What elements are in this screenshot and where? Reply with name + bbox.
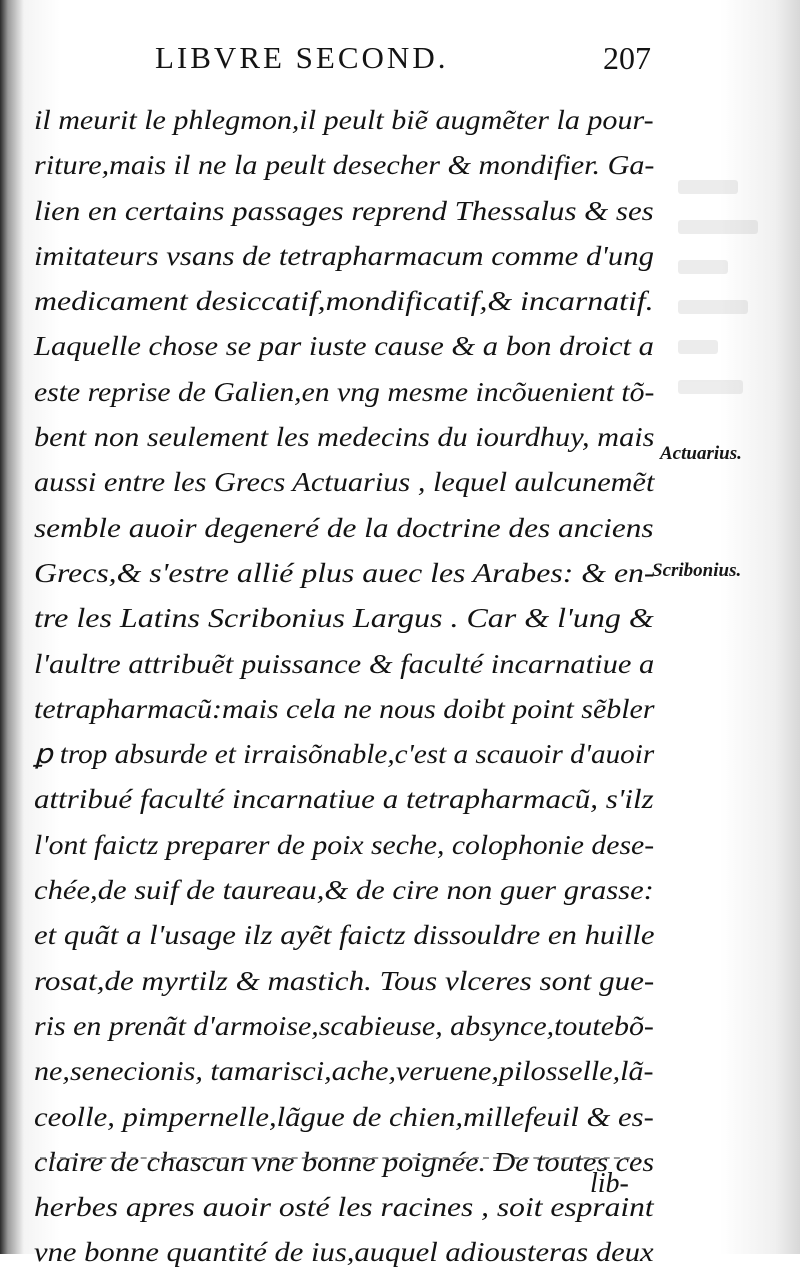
text-line: ꝑ trop absurde et irraisõnable,c'est a scauoir d'auoir	[34, 739, 655, 770]
text-line: ceolle, pimpernelle,lãgue de chien,millefeuil & es-	[34, 1101, 654, 1132]
text-line: este reprise de Galien,en vng mesme incõuenient tõ-	[34, 376, 655, 407]
text-line: rosat,de myrtilz & mastich. Tous vlceres sont gue-	[34, 965, 655, 996]
text-line: l'aultre attribuẽt puissance & faculté incarnatiue a	[34, 648, 655, 679]
page-number: 207	[603, 40, 651, 76]
text-line: aussi entre les Grecs Actuarius , lequel aulcunemẽt	[34, 467, 655, 498]
catchword: lib-	[590, 1168, 629, 1199]
text-underline-rule	[40, 1157, 640, 1159]
text-line: herbes apres auoir osté les racines , soit espraint	[34, 1192, 654, 1223]
body-text	[34, 98, 654, 1276]
text-line: l'ont faictz preparer de poix seche, colophonie dese-	[34, 829, 655, 860]
text-line: semble auoir degeneré de la doctrine des anciens	[34, 512, 654, 543]
text-line: bent non seulement les medecins du iourdhuy, mais	[34, 422, 655, 453]
text-line: vne bonne quantité de ius,auquel adiousteras deux	[34, 1237, 654, 1268]
text-line: ne,senecionis, tamarisci,ache,veruene,pilosselle,lã-	[34, 1056, 654, 1087]
text-line: Laquelle chose se par iuste cause & a bon droict a	[34, 331, 654, 362]
text-line: lien en certains passages reprend Thessalus & ses	[34, 195, 654, 226]
text-line: tre les Latins Scribonius Largus . Car & l'ung &	[34, 603, 654, 634]
text-line: et quãt a l'usage ilz ayẽt faictz dissouldre en huille	[34, 920, 655, 951]
text-line: Grecs,& s'estre allié plus auec les Arabes: & en-	[34, 557, 655, 588]
page-header	[155, 40, 675, 80]
text-line: imitateurs vsans de tetrapharmacum comme d'ung	[34, 240, 654, 271]
text-line: tetrapharmacũ:mais cela ne nous doibt point sẽbler	[34, 693, 655, 724]
text-line: claire de chascun vne bonne poignée. De toutes ces	[34, 1146, 655, 1177]
margin-note-actuarius: Actuarius.	[660, 443, 742, 464]
text-line: ris en prenãt d'armoise,scabieuse, absynce,toutebõ-	[34, 1010, 654, 1041]
running-head: LIBVRE SECOND.	[155, 40, 449, 75]
text-line: medicament desiccatif,mondificatif,& incarnatif.	[34, 286, 654, 317]
margin-note-scribonius: Scribonius.	[652, 560, 742, 581]
text-line: riture,mais il ne la peult desecher & mondifier. Ga-	[34, 150, 655, 181]
text-line: il meurit le phlegmon,il peult biẽ augmẽter la pour-	[34, 105, 654, 135]
text-line: attribué faculté incarnatiue a tetrapharmacũ, s'ilz	[34, 784, 654, 815]
text-line: chée,de suif de taureau,& de cire non guer grasse:	[34, 875, 654, 906]
